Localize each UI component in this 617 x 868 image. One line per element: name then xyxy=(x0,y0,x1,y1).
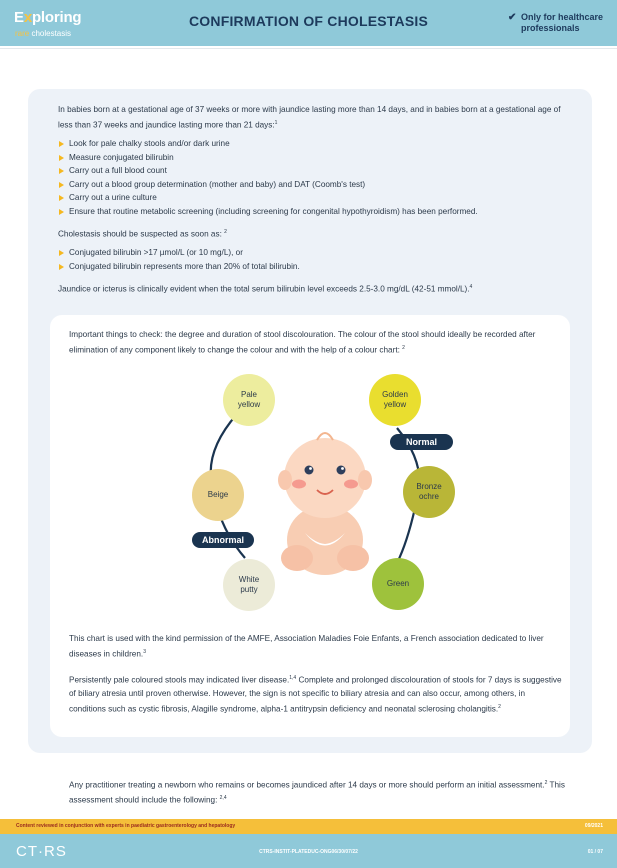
list-item: Carry out a blood group determination (mother and baby) and DAT (Coomb's test) xyxy=(58,178,578,192)
page-footer xyxy=(0,834,617,868)
stool-colour-golden-yellow: Golden yellow xyxy=(369,374,421,426)
brand-tagline: rare cholestasis xyxy=(15,29,72,38)
stool-colour-bronze-ochre: Bronze ochre xyxy=(403,466,455,518)
stool-intro: Important things to check: the degree and duration of stool discolouration. The colour of the stool should ideally be recorded after elimination of any component likely to change the colour and with the help of a colour chart: $^2$ xyxy=(69,330,536,355)
baby-illustration xyxy=(278,433,372,575)
stool-colour-pale-yellow: Pale yellow xyxy=(223,374,275,426)
suspect-heading: Cholestasis should be suspected as soon as: $^2$ xyxy=(58,229,227,239)
list-item: Look for pale chalky stools and/or dark urine xyxy=(58,137,578,151)
intro-paragraph: In babies born at a gestational age of 37 weeks or more with jaundice lasting more than 14 days, and in babies born at a gestational age of less than 37 weeks and jaundice lasting more than 21 days:$^1$ xyxy=(58,105,561,130)
check-icon: ✔ xyxy=(508,12,517,23)
review-date: 09/2021 xyxy=(584,823,603,829)
list-item: Carry out a urine culture xyxy=(58,191,578,205)
permission-paragraph: This chart is used with the kind permission of the AMFE, Association Maladies Foie Enfants, a French association dedicated to liver diseases in children.$^3$ xyxy=(69,634,544,659)
stool-colour-green: Green xyxy=(372,558,424,610)
stool-colour-chart xyxy=(185,368,475,618)
discolouration-paragraph: Persistently pale coloured stools may indicated liver disease.$^{1,4}$ Complete and prolonged discolouration of stools for 7 days is suggestive of biliary atresia until proven otherwise. However, the sign is not specific to biliary atresia and can also occur, among others, in conditions such as cystic fibrosis, Alagille syndrome, alpha-1 antitrypsin deficiency and neonatal sclerosing cholangitis.$^2$ xyxy=(69,675,562,714)
suspect-list xyxy=(58,246,578,273)
audience-note: ✔ Only for healthcare professionals xyxy=(508,12,604,33)
page-number: 01 / 07 xyxy=(587,849,603,855)
jaundice-paragraph: Jaundice or icterus is clinically evident when the total serum bilirubin level exceeds 2.5-3.0 mg/dL (42-51 mmol/L).$^4$ xyxy=(58,284,473,294)
check-list xyxy=(58,137,578,218)
abnormal-label: Abnormal xyxy=(192,532,254,548)
company-logo: CT·RS xyxy=(16,843,67,860)
review-note: Content reviewed in conjunction with experts in paediatric gastroenterology and hepatology xyxy=(16,823,236,829)
assessment-paragraph: Any practitioner treating a newborn who remains or becomes jaundiced after 14 days or more should perform an initial assessment.$^2$ This assessment should include the following: $^{2,4}$ xyxy=(69,780,565,805)
normal-label: Normal xyxy=(390,434,453,450)
brand-logo: Exploring xyxy=(14,9,82,26)
header-divider xyxy=(0,48,617,49)
list-item: Ensure that routine metabolic screening (including screening for congenital hypothyroidism) has been performed. xyxy=(58,205,578,219)
review-strip xyxy=(0,819,617,834)
page-title: CONFIRMATION OF CHOLESTASIS xyxy=(189,13,428,29)
stool-colour-white-putty: White putty xyxy=(223,559,275,611)
page-header xyxy=(0,0,617,46)
list-item: Conjugated bilirubin represents more than 20% of total bilirubin. xyxy=(58,260,578,274)
list-item: Measure conjugated bilirubin xyxy=(58,151,578,165)
stool-colour-beige: Beige xyxy=(192,469,244,521)
list-item: Conjugated bilirubin >17 µmol/L (or 10 mg/L), or xyxy=(58,246,578,260)
list-item: Carry out a full blood count xyxy=(58,164,578,178)
document-reference: CTRS-INSTIT-PLATEDUC-ONG06/30/07/22 xyxy=(259,849,358,855)
